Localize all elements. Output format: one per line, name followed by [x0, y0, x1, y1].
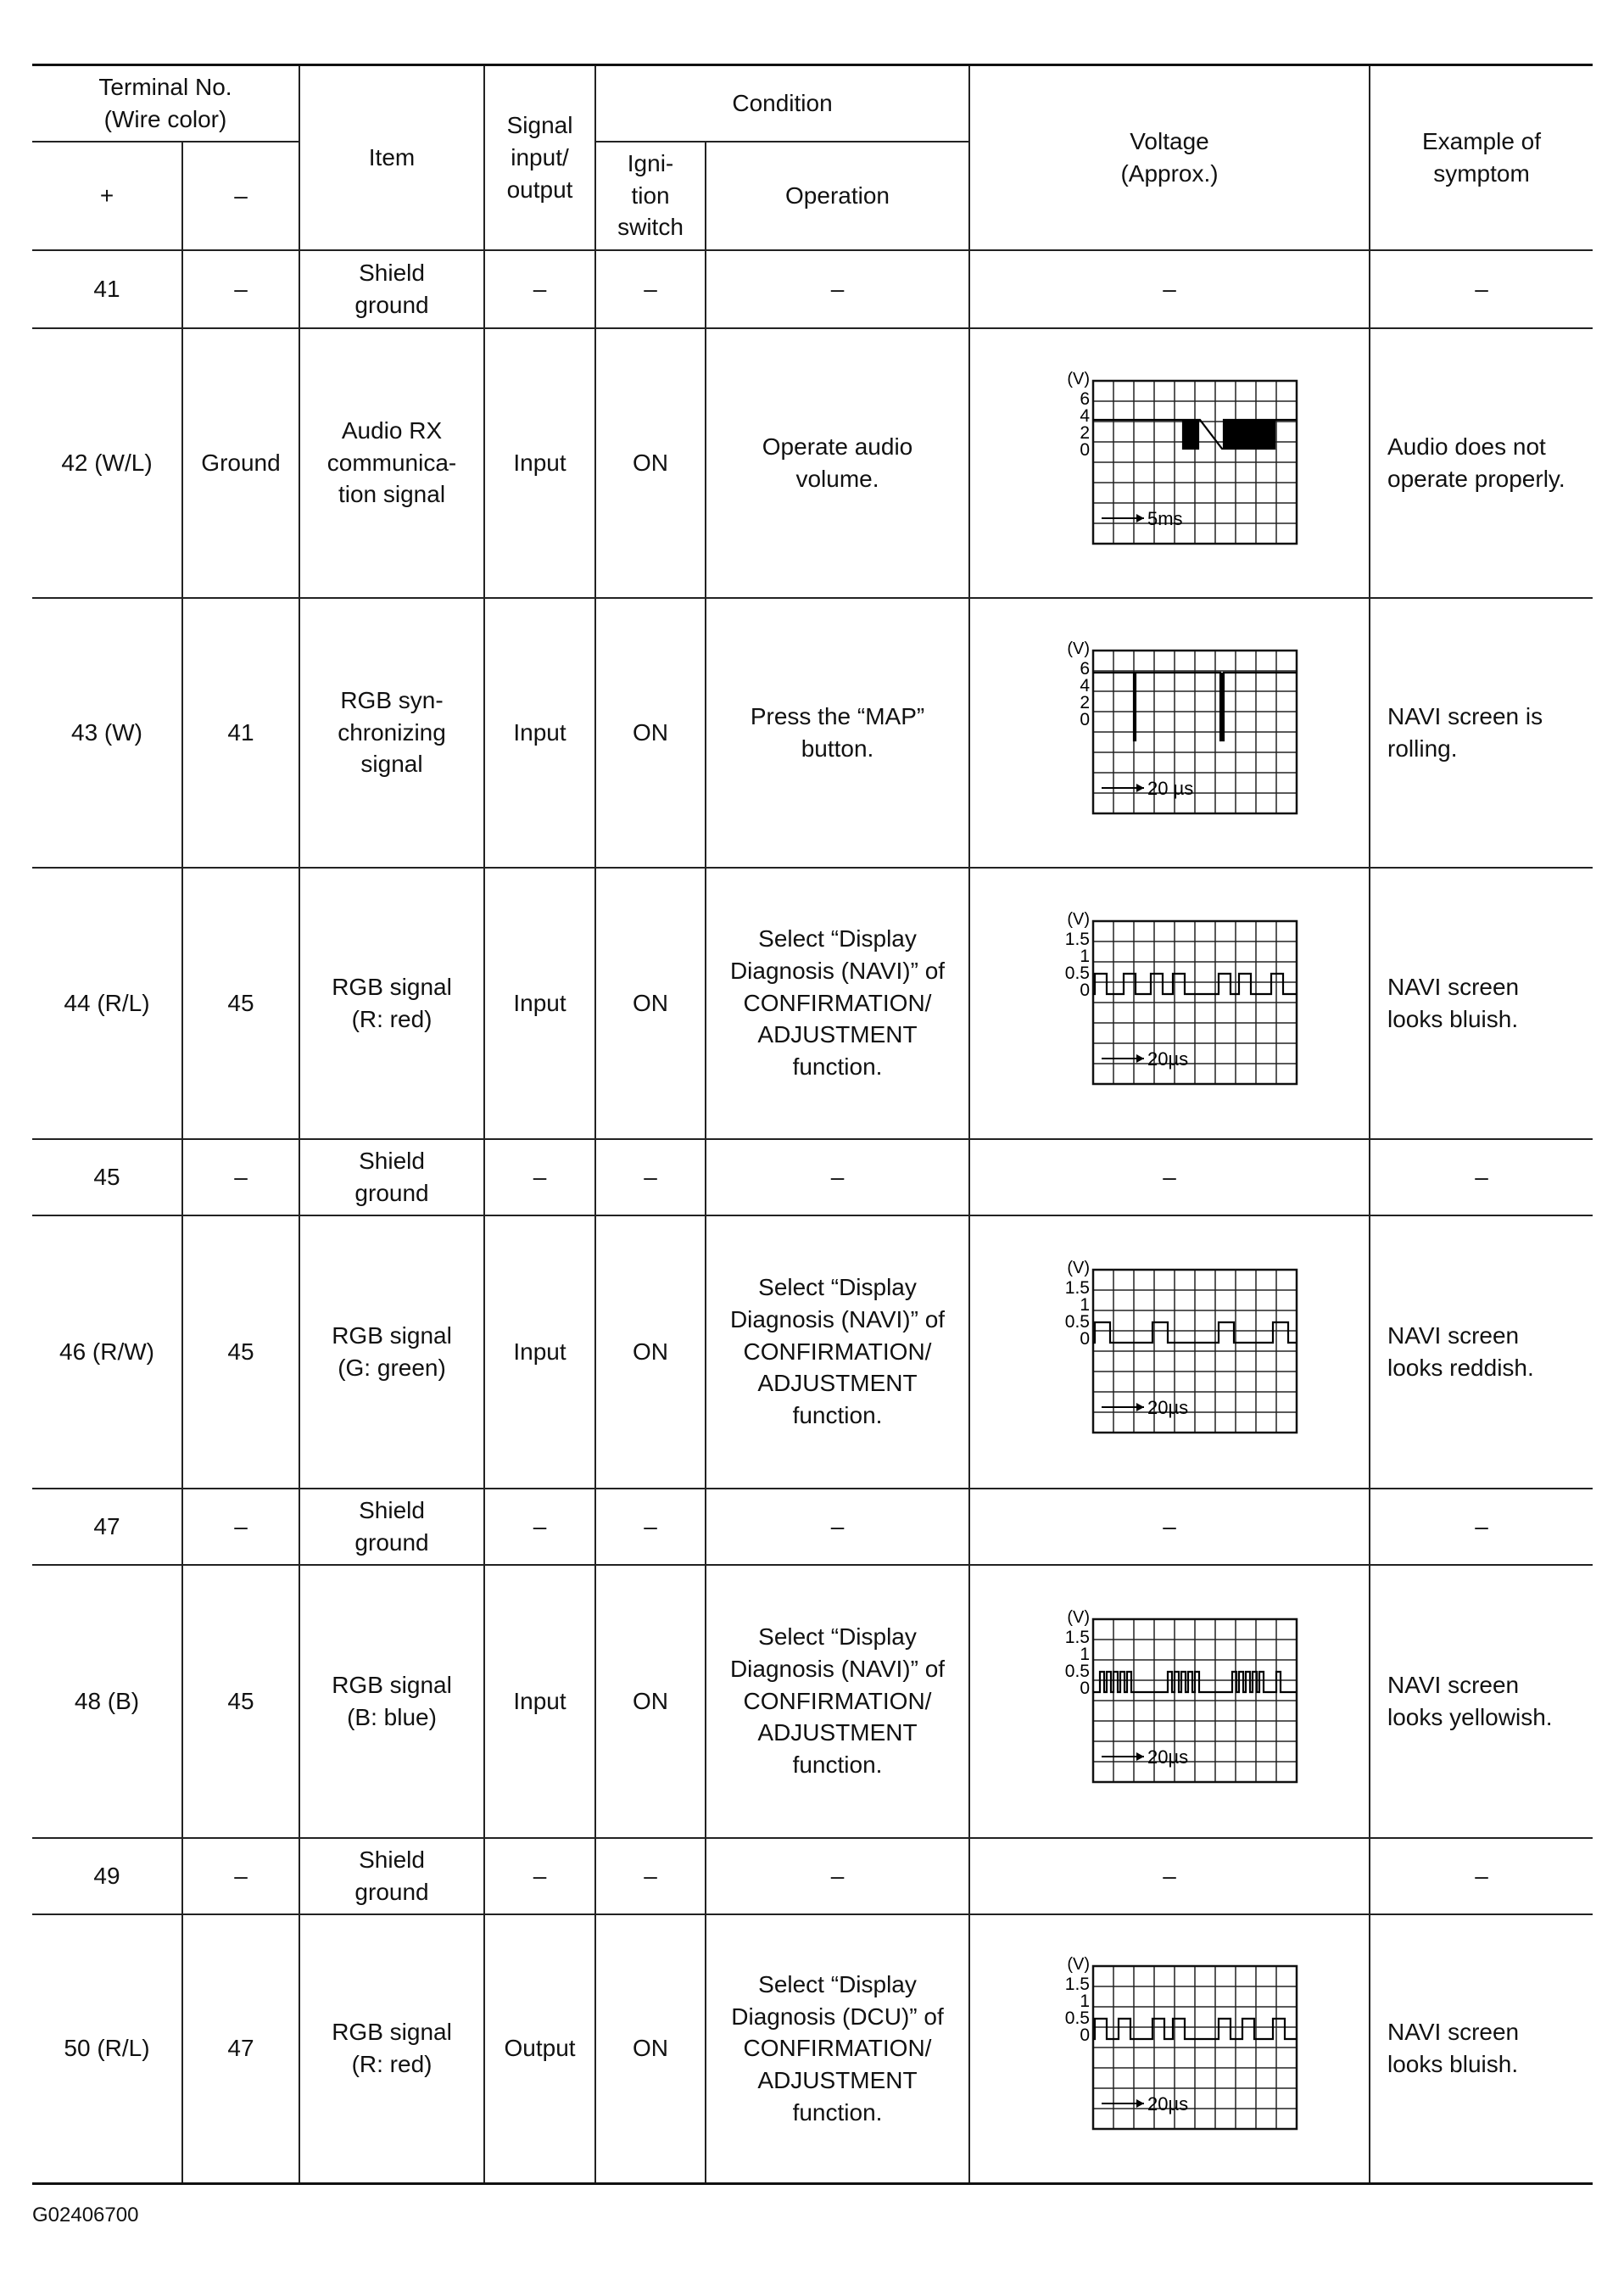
signal-cell: – — [484, 1838, 595, 1914]
minus-terminal: 45 — [182, 1215, 299, 1489]
oscilloscope-waveform — [1025, 357, 1314, 569]
y-unit-label: (V) — [1067, 1955, 1091, 1975]
signal-cell: Input — [484, 1215, 595, 1489]
item-cell: Shield ground — [299, 1838, 484, 1914]
symptom-cell: NAVI screen looks bluish. — [1370, 1914, 1593, 2184]
scope-grid — [1093, 1270, 1297, 1433]
waveform-trace — [1093, 420, 1297, 449]
scope-grid — [1093, 1966, 1297, 2129]
y-tick-label: 1.5 — [1064, 1627, 1091, 1647]
plus-terminal: 46 (R/W) — [32, 1215, 182, 1489]
table-row — [32, 1139, 1593, 1215]
y-tick-label: 1 — [1080, 946, 1091, 966]
oscilloscope-waveform — [1025, 897, 1314, 1109]
y-tick-label: 6 — [1080, 658, 1091, 679]
table-row — [32, 1914, 1593, 2184]
table-row — [32, 1215, 1593, 1489]
minus-terminal: – — [182, 1838, 299, 1914]
symptom-header: Example of symptom — [1370, 65, 1593, 250]
symptom-cell: Audio does not operate properly. — [1370, 328, 1593, 598]
condition-header: Condition — [595, 65, 969, 142]
voltage-cell — [969, 1565, 1370, 1838]
item-cell: RGB signal (R: red) — [299, 868, 484, 1139]
voltage-cell — [969, 1215, 1370, 1489]
oscilloscope-waveform — [1025, 1246, 1314, 1458]
plus-terminal: 45 — [32, 1139, 182, 1215]
oscilloscope-waveform — [1025, 627, 1314, 839]
operation-cell: Operate audio volume. — [706, 328, 969, 598]
y-unit-label: (V) — [1067, 369, 1091, 388]
item-cell: Audio RX communica- tion signal — [299, 328, 484, 598]
time-scale-label: 20µs — [1147, 2093, 1189, 2115]
ignition-cell: ON — [595, 1914, 706, 2184]
y-tick-label: 4 — [1080, 675, 1091, 696]
symptom-cell: NAVI screen looks reddish. — [1370, 1215, 1593, 1489]
item-cell: Shield ground — [299, 1139, 484, 1215]
voltage-cell: – — [969, 1838, 1370, 1914]
scope-grid — [1093, 1619, 1297, 1782]
minus-terminal: Ground — [182, 328, 299, 598]
minus-terminal: – — [182, 1489, 299, 1565]
item-cell: RGB signal (G: green) — [299, 1215, 484, 1489]
signal-cell: Output — [484, 1914, 595, 2184]
voltage-header: Voltage (Approx.) — [969, 65, 1370, 250]
y-tick-label: 0.5 — [1064, 963, 1091, 983]
oscilloscope-waveform — [1025, 1942, 1314, 2154]
ignition-cell: – — [595, 1489, 706, 1565]
table-row — [32, 1489, 1593, 1565]
signal-io-header: Signal input/ output — [484, 65, 595, 250]
time-scale-label: 20µs — [1147, 1746, 1189, 1768]
symptom-cell: – — [1370, 1489, 1593, 1565]
symptom-cell: NAVI screen looks bluish. — [1370, 868, 1593, 1139]
operation-cell: Press the “MAP” button. — [706, 598, 969, 868]
ignition-switch-header: Igni- tion switch — [595, 142, 706, 250]
voltage-cell: – — [969, 1139, 1370, 1215]
ignition-cell: – — [595, 1139, 706, 1215]
y-unit-label: (V) — [1067, 909, 1091, 929]
minus-header: – — [182, 142, 299, 250]
plus-terminal: 48 (B) — [32, 1565, 182, 1838]
plus-terminal: 41 — [32, 250, 182, 328]
y-tick-label: 0 — [1080, 980, 1091, 1000]
ignition-cell: ON — [595, 1215, 706, 1489]
operation-header: Operation — [706, 142, 969, 250]
waveform-trace — [1093, 1672, 1297, 1692]
y-tick-label: 1.5 — [1064, 1277, 1091, 1298]
plus-terminal: 42 (W/L) — [32, 328, 182, 598]
symptom-cell: NAVI screen looks yellowish. — [1370, 1565, 1593, 1838]
scope-grid — [1093, 651, 1297, 813]
table-row — [32, 598, 1593, 868]
terminal-no-header: Terminal No. (Wire color) — [32, 65, 299, 142]
y-tick-label: 4 — [1080, 405, 1091, 426]
operation-cell: Select “Display Diagnosis (DCU)” of CONFIRMATION/ ADJUSTMENT function. — [706, 1914, 969, 2184]
y-unit-label: (V) — [1067, 1607, 1091, 1627]
time-scale-label: 5ms — [1147, 507, 1183, 529]
y-tick-label: 0 — [1080, 1328, 1091, 1349]
y-tick-label: 1.5 — [1064, 929, 1091, 949]
table-row — [32, 868, 1593, 1139]
item-cell: RGB syn- chronizing signal — [299, 598, 484, 868]
plus-terminal: 43 (W) — [32, 598, 182, 868]
y-tick-label: 0.5 — [1064, 1311, 1091, 1332]
minus-terminal: 45 — [182, 868, 299, 1139]
terminal-table — [32, 64, 1593, 2185]
signal-cell: Input — [484, 868, 595, 1139]
y-tick-label: 2 — [1080, 422, 1091, 443]
operation-cell: – — [706, 1838, 969, 1914]
item-cell: Shield ground — [299, 250, 484, 328]
symptom-cell: – — [1370, 250, 1593, 328]
item-header: Item — [299, 65, 484, 250]
operation-cell: – — [706, 1489, 969, 1565]
table-row — [32, 328, 1593, 598]
symptom-cell: NAVI screen is rolling. — [1370, 598, 1593, 868]
y-tick-label: 0 — [1080, 709, 1091, 729]
y-tick-label: 0 — [1080, 439, 1091, 460]
time-scale-label: 20µs — [1147, 1396, 1189, 1418]
plus-terminal: 49 — [32, 1838, 182, 1914]
voltage-cell: – — [969, 250, 1370, 328]
operation-cell: Select “Display Diagnosis (NAVI)” of CONFIRMATION/ ADJUSTMENT function. — [706, 868, 969, 1139]
y-tick-label: 0.5 — [1064, 2008, 1091, 2029]
y-tick-label: 1 — [1080, 1992, 1091, 2012]
operation-cell: – — [706, 250, 969, 328]
voltage-cell — [969, 328, 1370, 598]
operation-cell: – — [706, 1139, 969, 1215]
ignition-cell: – — [595, 250, 706, 328]
signal-cell: Input — [484, 598, 595, 868]
y-tick-label: 0.5 — [1064, 1661, 1091, 1681]
y-tick-label: 1 — [1080, 1294, 1091, 1315]
ignition-cell: ON — [595, 1565, 706, 1838]
signal-cell: Input — [484, 328, 595, 598]
item-cell: RGB signal (B: blue) — [299, 1565, 484, 1838]
table-row — [32, 1838, 1593, 1914]
minus-terminal: 41 — [182, 598, 299, 868]
scope-grid — [1093, 381, 1297, 544]
item-cell: RGB signal (R: red) — [299, 1914, 484, 2184]
oscilloscope-waveform — [1025, 1595, 1314, 1807]
plus-terminal: 47 — [32, 1489, 182, 1565]
item-cell: Shield ground — [299, 1489, 484, 1565]
operation-cell: Select “Display Diagnosis (NAVI)” of CONFIRMATION/ ADJUSTMENT function. — [706, 1565, 969, 1838]
ignition-cell: ON — [595, 868, 706, 1139]
plus-terminal: 50 (R/L) — [32, 1914, 182, 2184]
y-tick-label: 6 — [1080, 388, 1091, 409]
voltage-cell: – — [969, 1489, 1370, 1565]
minus-terminal: – — [182, 1139, 299, 1215]
table-row — [32, 250, 1593, 328]
voltage-cell — [969, 598, 1370, 868]
symptom-cell: – — [1370, 1139, 1593, 1215]
ignition-cell: ON — [595, 328, 706, 598]
y-tick-label: 2 — [1080, 692, 1091, 712]
symptom-cell: – — [1370, 1838, 1593, 1914]
document-id: G02406700 — [32, 2204, 139, 2226]
ignition-cell: – — [595, 1838, 706, 1914]
voltage-cell — [969, 868, 1370, 1139]
y-tick-label: 0 — [1080, 2025, 1091, 2046]
time-scale-label: 20 µs — [1147, 777, 1194, 799]
minus-terminal: 47 — [182, 1914, 299, 2184]
plus-terminal: 44 (R/L) — [32, 868, 182, 1139]
time-scale-label: 20µs — [1147, 1048, 1189, 1070]
y-tick-label: 0 — [1080, 1678, 1091, 1698]
scope-grid — [1093, 921, 1297, 1084]
minus-terminal: 45 — [182, 1565, 299, 1838]
y-unit-label: (V) — [1067, 639, 1091, 658]
y-unit-label: (V) — [1067, 1258, 1091, 1277]
minus-terminal: – — [182, 250, 299, 328]
table-row — [32, 1565, 1593, 1838]
signal-cell: Input — [484, 1565, 595, 1838]
voltage-cell — [969, 1914, 1370, 2184]
y-tick-label: 1.5 — [1064, 1975, 1091, 1995]
ignition-cell: ON — [595, 598, 706, 868]
operation-cell: Select “Display Diagnosis (NAVI)” of CONFIRMATION/ ADJUSTMENT function. — [706, 1215, 969, 1489]
signal-cell: – — [484, 1139, 595, 1215]
signal-cell: – — [484, 250, 595, 328]
y-tick-label: 1 — [1080, 1644, 1091, 1664]
plus-header: + — [32, 142, 182, 250]
signal-cell: – — [484, 1489, 595, 1565]
